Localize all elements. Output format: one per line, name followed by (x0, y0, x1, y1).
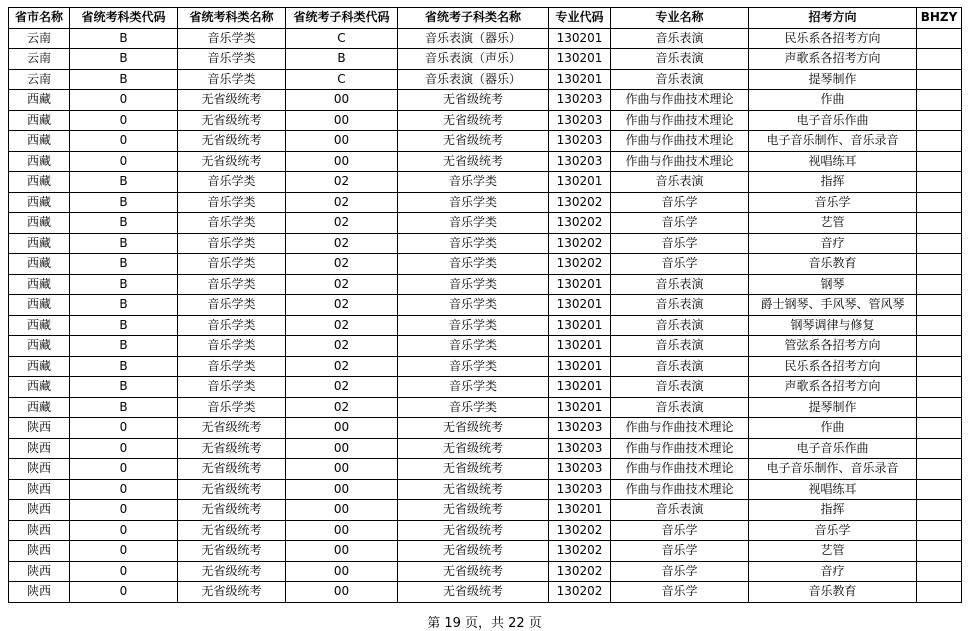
col-header-province: 省市名称 (9, 8, 70, 29)
table-cell (917, 479, 962, 500)
table-cell: B (70, 49, 178, 70)
table-cell: 西藏 (9, 336, 70, 357)
table-cell: B (70, 295, 178, 316)
table-cell: 作曲 (749, 418, 917, 439)
table-row (9, 69, 962, 90)
col-header-direction: 招考方向 (749, 8, 917, 29)
table-cell: 音乐学 (611, 520, 749, 541)
table-cell: 无省级统考 (398, 520, 549, 541)
table-cell: 130201 (549, 377, 611, 398)
table-row (9, 28, 962, 49)
table-cell: 音乐学类 (398, 336, 549, 357)
table-cell: 西藏 (9, 213, 70, 234)
table-cell: 民乐系各招考方向 (749, 28, 917, 49)
table-cell: 0 (70, 541, 178, 562)
table-row (9, 151, 962, 172)
table-cell: 无省级统考 (398, 90, 549, 111)
table-row (9, 336, 962, 357)
table-cell: 无省级统考 (398, 110, 549, 131)
table-body (9, 28, 962, 602)
table-cell: 音乐学类 (178, 356, 286, 377)
table-cell: 音乐学 (749, 192, 917, 213)
col-header-bhzy: BHZY (917, 8, 962, 29)
table-cell: 西藏 (9, 151, 70, 172)
table-cell: B (70, 356, 178, 377)
table-cell: 音乐表演 (611, 49, 749, 70)
col-header-subcategory-name: 省统考子科类名称 (398, 8, 549, 29)
table-row (9, 192, 962, 213)
table-cell: 指挥 (749, 172, 917, 193)
table-cell (917, 561, 962, 582)
table-cell: 0 (70, 582, 178, 603)
table-cell: 02 (286, 315, 398, 336)
table-cell: 无省级统考 (398, 151, 549, 172)
table-cell: 钢琴调律与修复 (749, 315, 917, 336)
col-header-subcategory-code: 省统考子科类代码 (286, 8, 398, 29)
table-cell: 音乐学类 (398, 172, 549, 193)
table-cell: C (286, 28, 398, 49)
col-header-category-name: 省统考科类名称 (178, 8, 286, 29)
table-cell: 00 (286, 131, 398, 152)
table-cell: 电子音乐制作、音乐录音 (749, 459, 917, 480)
table-cell: 陕西 (9, 500, 70, 521)
table-cell: 音乐表演 (611, 500, 749, 521)
table-cell: 02 (286, 397, 398, 418)
table-cell: 无省级统考 (178, 418, 286, 439)
table-cell: 00 (286, 90, 398, 111)
table-row (9, 315, 962, 336)
table-cell: 音乐学类 (398, 213, 549, 234)
table-cell: 02 (286, 336, 398, 357)
table-cell: 无省级统考 (178, 151, 286, 172)
table-cell: 音乐学 (611, 213, 749, 234)
table-cell (917, 356, 962, 377)
table-row (9, 479, 962, 500)
table-cell: 陕西 (9, 438, 70, 459)
table-cell (917, 500, 962, 521)
table-cell: 作曲与作曲技术理论 (611, 479, 749, 500)
table-cell (917, 418, 962, 439)
table-row (9, 377, 962, 398)
table-cell: B (70, 192, 178, 213)
table-cell: 音乐表演（器乐） (398, 28, 549, 49)
table-cell: 音乐学类 (178, 397, 286, 418)
table-cell: 无省级统考 (398, 500, 549, 521)
table-cell: 爵士钢琴、手风琴、管风琴 (749, 295, 917, 316)
table-cell: 音乐学 (611, 561, 749, 582)
table-cell: 西藏 (9, 356, 70, 377)
table-cell: 音乐学类 (178, 69, 286, 90)
table-cell: 音乐表演（声乐） (398, 49, 549, 70)
table-cell (917, 213, 962, 234)
table-cell: 陕西 (9, 582, 70, 603)
table-cell: 02 (286, 274, 398, 295)
table-cell: 无省级统考 (398, 418, 549, 439)
table-row (9, 582, 962, 603)
table-cell: 130202 (549, 192, 611, 213)
table-cell: 西藏 (9, 274, 70, 295)
table-cell: 管弦系各招考方向 (749, 336, 917, 357)
table-cell: 电子音乐作曲 (749, 438, 917, 459)
table-cell: 130201 (549, 295, 611, 316)
table-cell: 130202 (549, 233, 611, 254)
table-cell (917, 438, 962, 459)
table-cell (917, 582, 962, 603)
table-cell: 无省级统考 (178, 131, 286, 152)
table-cell: 无省级统考 (178, 110, 286, 131)
table-cell: 音乐学类 (398, 315, 549, 336)
table-cell: 0 (70, 479, 178, 500)
table-cell: 00 (286, 479, 398, 500)
table-row (9, 131, 962, 152)
table-row (9, 213, 962, 234)
table-cell: 音乐学 (611, 192, 749, 213)
table-cell: 00 (286, 582, 398, 603)
table-cell: 音乐表演 (611, 69, 749, 90)
table-cell (917, 377, 962, 398)
table-cell (917, 541, 962, 562)
table-cell: 130203 (549, 418, 611, 439)
table-cell (917, 69, 962, 90)
table-cell: 130201 (549, 315, 611, 336)
table-cell: 作曲与作曲技术理论 (611, 110, 749, 131)
table-cell: B (70, 377, 178, 398)
table-cell: 00 (286, 541, 398, 562)
table-cell: 云南 (9, 28, 70, 49)
table-cell: 无省级统考 (398, 479, 549, 500)
table-cell: 音乐学类 (178, 192, 286, 213)
table-cell: 陕西 (9, 561, 70, 582)
table-row (9, 49, 962, 70)
table-cell: 130201 (549, 274, 611, 295)
table-cell: B (70, 254, 178, 275)
table-cell: 音乐学类 (178, 377, 286, 398)
table-cell: 130202 (549, 541, 611, 562)
table-cell: 音乐表演（器乐） (398, 69, 549, 90)
header-row (9, 8, 962, 29)
table-cell: 提琴制作 (749, 397, 917, 418)
table-row (9, 397, 962, 418)
table-cell: 0 (70, 418, 178, 439)
table-cell: 00 (286, 151, 398, 172)
table-cell: 130202 (549, 520, 611, 541)
table-cell: 130202 (549, 213, 611, 234)
table-cell: 音乐表演 (611, 315, 749, 336)
table-cell: 音乐学类 (178, 28, 286, 49)
table-cell: 艺管 (749, 541, 917, 562)
table-cell: 西藏 (9, 192, 70, 213)
table-cell: 130201 (549, 336, 611, 357)
table-cell: 音乐学类 (398, 397, 549, 418)
table-cell: 陕西 (9, 479, 70, 500)
table-cell: 无省级统考 (398, 582, 549, 603)
table-cell: 无省级统考 (398, 459, 549, 480)
table-cell: 无省级统考 (178, 459, 286, 480)
table-cell: 音乐教育 (749, 254, 917, 275)
table-cell: 00 (286, 438, 398, 459)
table-cell: B (70, 233, 178, 254)
table-cell: 02 (286, 295, 398, 316)
table-cell: 130203 (549, 151, 611, 172)
table-cell: 130201 (549, 49, 611, 70)
table-cell (917, 233, 962, 254)
table-row (9, 295, 962, 316)
table-cell: B (70, 213, 178, 234)
table-cell: 西藏 (9, 233, 70, 254)
table-cell (917, 192, 962, 213)
table-cell: 02 (286, 377, 398, 398)
table-cell: 130201 (549, 28, 611, 49)
table-cell (917, 172, 962, 193)
table-cell (917, 131, 962, 152)
table-cell: 00 (286, 520, 398, 541)
table-cell: 西藏 (9, 377, 70, 398)
table-row (9, 500, 962, 521)
table-cell: 130201 (549, 69, 611, 90)
col-header-major-code: 专业代码 (549, 8, 611, 29)
table-cell: 130203 (549, 110, 611, 131)
table-cell: 无省级统考 (178, 90, 286, 111)
table-cell: 无省级统考 (178, 582, 286, 603)
table-cell: 无省级统考 (178, 541, 286, 562)
table-row (9, 90, 962, 111)
table-cell: 02 (286, 233, 398, 254)
table-cell: 作曲与作曲技术理论 (611, 459, 749, 480)
table-cell: 音乐学 (611, 582, 749, 603)
table-cell: 音乐学类 (178, 172, 286, 193)
table-cell: 音乐学类 (178, 213, 286, 234)
table-cell: C (286, 69, 398, 90)
table-cell: 130201 (549, 397, 611, 418)
table-cell: 0 (70, 131, 178, 152)
table-cell (917, 295, 962, 316)
table-cell: 130203 (549, 90, 611, 111)
table-cell: 0 (70, 520, 178, 541)
table-cell (917, 520, 962, 541)
table-cell: 无省级统考 (178, 438, 286, 459)
table-cell: 130202 (549, 254, 611, 275)
table-cell: B (70, 336, 178, 357)
table-cell: 无省级统考 (398, 131, 549, 152)
table-cell (917, 151, 962, 172)
table-cell: 02 (286, 254, 398, 275)
table-cell: 130201 (549, 172, 611, 193)
table-cell: 云南 (9, 49, 70, 70)
col-header-category-code: 省统考科类代码 (70, 8, 178, 29)
table-cell: 音乐表演 (611, 336, 749, 357)
table-cell: 音乐表演 (611, 377, 749, 398)
table-cell: 作曲与作曲技术理论 (611, 418, 749, 439)
table-cell: 0 (70, 151, 178, 172)
table-cell: B (70, 69, 178, 90)
table-cell: 陕西 (9, 459, 70, 480)
table-cell: 无省级统考 (178, 479, 286, 500)
table-cell: 陕西 (9, 520, 70, 541)
table-cell: 音乐表演 (611, 295, 749, 316)
table-cell: 音乐学类 (398, 356, 549, 377)
table-row (9, 418, 962, 439)
table-cell (917, 315, 962, 336)
table-cell: 钢琴 (749, 274, 917, 295)
table-cell: 音乐学类 (398, 295, 549, 316)
table-cell: 00 (286, 110, 398, 131)
enrollment-table (8, 7, 962, 603)
table-cell: 无省级统考 (398, 541, 549, 562)
table-cell: 无省级统考 (398, 438, 549, 459)
table-cell: 02 (286, 356, 398, 377)
table-cell: 130203 (549, 459, 611, 480)
table-cell: 作曲与作曲技术理论 (611, 90, 749, 111)
table-cell: 音乐学 (611, 541, 749, 562)
table-row (9, 438, 962, 459)
table-cell: 陕西 (9, 541, 70, 562)
table-cell: 西藏 (9, 254, 70, 275)
table-cell: 音疗 (749, 233, 917, 254)
table-cell: B (70, 315, 178, 336)
table-cell: 0 (70, 459, 178, 480)
table-cell: 音乐学类 (398, 233, 549, 254)
table-cell: 音乐学类 (178, 254, 286, 275)
table-cell: 声歌系各招考方向 (749, 49, 917, 70)
table-row (9, 110, 962, 131)
table-cell: 作曲与作曲技术理论 (611, 131, 749, 152)
table-cell: 音乐学类 (178, 49, 286, 70)
table-cell: 音乐学类 (178, 295, 286, 316)
table-cell: 西藏 (9, 295, 70, 316)
table-cell: 0 (70, 561, 178, 582)
table-cell: 130202 (549, 561, 611, 582)
table-cell: B (70, 172, 178, 193)
table-cell: 西藏 (9, 90, 70, 111)
table-cell: B (70, 28, 178, 49)
table-cell: 00 (286, 418, 398, 439)
table-cell (917, 28, 962, 49)
table-cell (917, 397, 962, 418)
table-cell: 民乐系各招考方向 (749, 356, 917, 377)
table-cell: 音乐学类 (398, 377, 549, 398)
table-cell: 音乐学 (611, 233, 749, 254)
col-header-major-name: 专业名称 (611, 8, 749, 29)
table-cell: 02 (286, 213, 398, 234)
table-cell: 西藏 (9, 131, 70, 152)
table-cell: 指挥 (749, 500, 917, 521)
table-cell: 0 (70, 110, 178, 131)
table-cell: 云南 (9, 69, 70, 90)
table-cell: 提琴制作 (749, 69, 917, 90)
table-cell: 130203 (549, 131, 611, 152)
table-cell (917, 254, 962, 275)
table-cell: B (70, 274, 178, 295)
table-cell: 音乐学 (749, 520, 917, 541)
table-row (9, 233, 962, 254)
table-cell: 音乐表演 (611, 356, 749, 377)
table-cell: 音乐学类 (178, 315, 286, 336)
table-cell (917, 274, 962, 295)
table-cell: 无省级统考 (178, 500, 286, 521)
table-cell: 音乐表演 (611, 397, 749, 418)
table-row (9, 541, 962, 562)
table-cell: 130201 (549, 500, 611, 521)
table-cell (917, 90, 962, 111)
table-cell: 视唱练耳 (749, 151, 917, 172)
table-cell: B (286, 49, 398, 70)
table-cell: 00 (286, 459, 398, 480)
table-cell: 音乐学类 (398, 254, 549, 275)
table-cell: 00 (286, 500, 398, 521)
table-row (9, 274, 962, 295)
table-cell: 音乐学类 (398, 274, 549, 295)
table-cell: 音乐表演 (611, 28, 749, 49)
table-cell: 0 (70, 438, 178, 459)
table-row (9, 172, 962, 193)
table-cell: 陕西 (9, 418, 70, 439)
table-cell: 音疗 (749, 561, 917, 582)
table-cell: 0 (70, 500, 178, 521)
table-cell (917, 49, 962, 70)
table-cell: 西藏 (9, 110, 70, 131)
table-cell: 音乐表演 (611, 172, 749, 193)
page-footer: 第 19 页，共 22 页 (427, 616, 542, 631)
table-cell: 0 (70, 90, 178, 111)
table-cell: 130201 (549, 356, 611, 377)
table-cell (917, 336, 962, 357)
table-cell (917, 459, 962, 480)
table-cell: 无省级统考 (398, 561, 549, 582)
table-cell: 130203 (549, 479, 611, 500)
table-row (9, 254, 962, 275)
table-cell: 音乐表演 (611, 274, 749, 295)
table-cell: 西藏 (9, 172, 70, 193)
table-cell: 视唱练耳 (749, 479, 917, 500)
table-cell: 无省级统考 (178, 520, 286, 541)
table-cell: 02 (286, 192, 398, 213)
table-cell: 西藏 (9, 397, 70, 418)
table-row (9, 520, 962, 541)
table-cell: 音乐学 (611, 254, 749, 275)
table-cell: 声歌系各招考方向 (749, 377, 917, 398)
table-cell: 西藏 (9, 315, 70, 336)
table-cell: 音乐学类 (178, 274, 286, 295)
table-cell: 音乐教育 (749, 582, 917, 603)
table-cell: 音乐学类 (178, 336, 286, 357)
table-row (9, 561, 962, 582)
table-cell: 02 (286, 172, 398, 193)
table-cell: B (70, 397, 178, 418)
table-cell (917, 110, 962, 131)
table-row (9, 356, 962, 377)
table-cell: 电子音乐制作、音乐录音 (749, 131, 917, 152)
table-cell: 无省级统考 (178, 561, 286, 582)
table-cell: 作曲 (749, 90, 917, 111)
table-cell: 音乐学类 (178, 233, 286, 254)
table-cell: 音乐学类 (398, 192, 549, 213)
table-cell: 作曲与作曲技术理论 (611, 438, 749, 459)
table-cell: 130202 (549, 582, 611, 603)
table-cell: 作曲与作曲技术理论 (611, 151, 749, 172)
table-cell: 电子音乐作曲 (749, 110, 917, 131)
table-cell: 艺管 (749, 213, 917, 234)
table-cell: 130203 (549, 438, 611, 459)
table-cell: 00 (286, 561, 398, 582)
table-row (9, 459, 962, 480)
